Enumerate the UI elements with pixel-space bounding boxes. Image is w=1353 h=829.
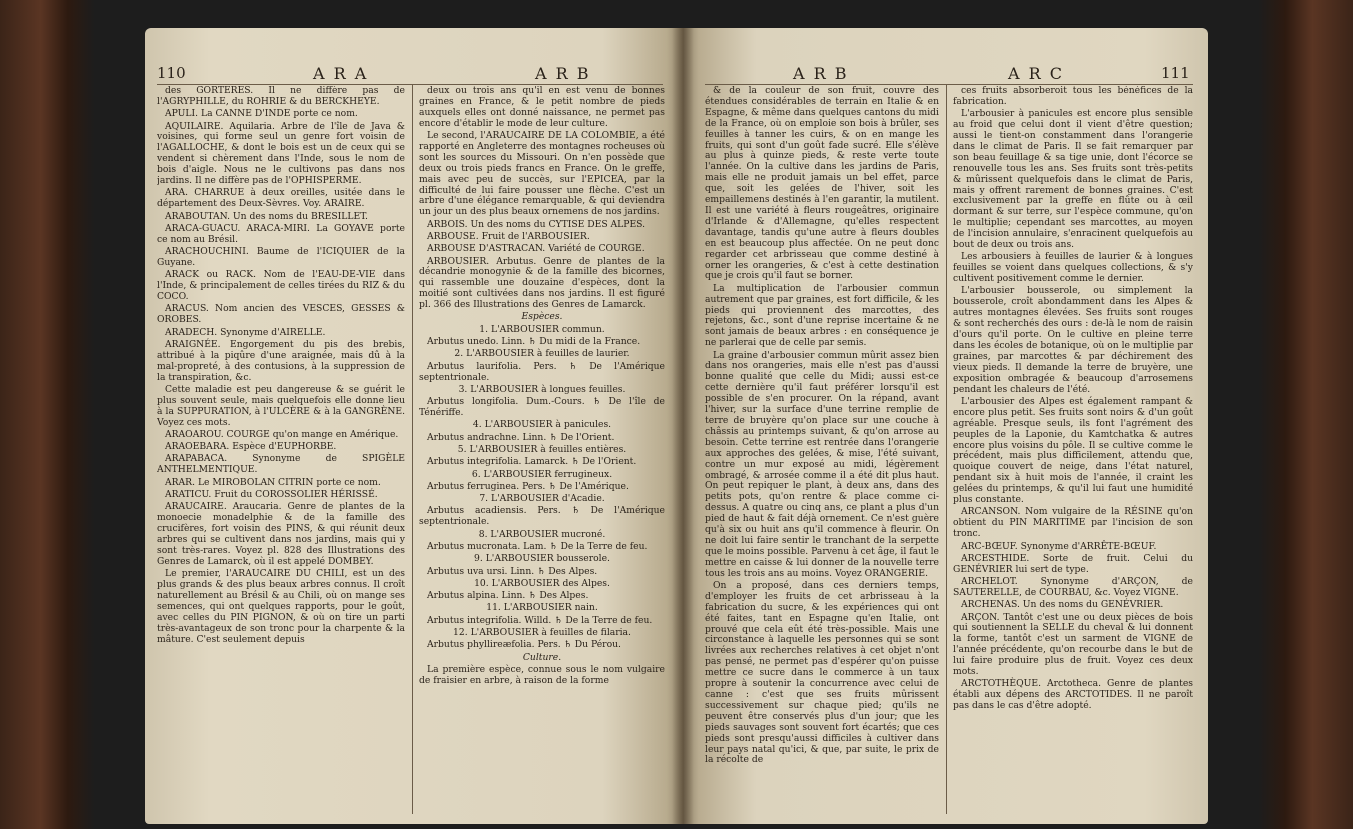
entry-paragraph: 1. L'ARBOUSIER commun. bbox=[479, 323, 605, 335]
entry-paragraph: ARA. CHARRUE à deux oreilles, usitée dans le département des Deux-Sèvres. Voy. ARAIRE. bbox=[157, 187, 405, 210]
entry-paragraph: Arbutus phyllireæfolia. Pers. ♄ Du Pérou. bbox=[427, 639, 621, 651]
entry-paragraph: 4. L'ARBOUSIER à panicules. bbox=[472, 419, 612, 431]
entry-paragraph: 8. L'ARBOUSIER mucroné. bbox=[478, 528, 606, 540]
entry-paragraph: ARÇON. Tantôt c'est une ou deux pièces de bois qui soutiennent la SELLE du cheval & lui donnent la forme, tantôt c'est un sarment de VIGNE de l'année précédente, qu'on recourbe dans le but de lui faire produire plus de fruit. Voyez ces deux mots. bbox=[953, 611, 1193, 678]
entry-paragraph: ARCTOTHÈQUE. Arctotheca. Genre de plantes établi aux dépens des ARCTOTIDES. Il ne paroît pas dans le cas d'être adopté. bbox=[953, 678, 1193, 712]
entry-paragraph: L'arbousier bousserole, ou simplement la bousserole, croît abondamment dans les Alpes & autres montagnes élevées. Ses fruits sont rouges & sont recherchés des ours : de-là le nom de raisin d'ours qu'il porte. On le cultive en pleine terre dans les écoles de botanique, où on le multiplie par graines, par marcottes & par déchirement des vieux pieds. Il demande la terre de bruyère, une exposition ombragée & beaucoup d'arrosemens pendant les chaleurs de l'été. bbox=[953, 285, 1193, 395]
left-header-rule bbox=[157, 84, 663, 85]
entry-paragraph: ARC-BŒUF. Synonyme d'ARRÊTE-BŒUF. bbox=[961, 540, 1157, 552]
entry-paragraph: Espèces. bbox=[521, 311, 563, 323]
entry-paragraph: Arbutus alpina. Linn. ♄ Des Alpes. bbox=[427, 590, 589, 602]
entry-paragraph: 2. L'ARBOUSIER à feuilles de laurier. bbox=[454, 348, 630, 360]
entry-paragraph: 7. L'ARBOUSIER d'Acadie. bbox=[479, 493, 605, 505]
left-column-rule bbox=[412, 84, 413, 814]
entry-paragraph: ARABOUTAN. Un des noms du BRESILLET. bbox=[165, 210, 368, 222]
entry-paragraph: 11. L'ARBOUSIER nain. bbox=[486, 602, 598, 614]
entry-paragraph: Arbutus acadiensis. Pers. ♄ De l'Amérique septentrionale. bbox=[419, 505, 665, 528]
entry-paragraph: La graine d'arbousier commun mûrit assez bien dans nos orangeries, mais elle n'est pas d'aussi bonne qualité que celle du Midi; aussi est-ce cette dernière qu'il faut préférer lorsqu'il est possible de s'en procurer. On la répand, avant l'hiver, sur la surface d'une terrine remplie de terre de bruyère qu'on place sur une couche à châssis au printemps suivant, & qu'on arrose au besoin. Cette terrine est rentrée dans l'orangerie aux approches des gelées, & mise, l'été suivant, contre un mur exposé au midi, légèrement ombragé, & arrosée comme il a été dit plus haut. On peut repiquer le plant, à deux ans, dans des petits pots, qu'on rentre & place comme ci-dessus. A quatre ou cinq ans, ce plant a plus d'un pied de haut & fait déjà ornement. Ce n'est guère qu'à six ou huit ans qu'il commence à fleurir. On ne doit lui faire sentir le tranchant de la serpette que le moins possible. Parvenu à cet âge, il faut le mettre en caisse & lui donner de la nouvelle terre tous les trois ans au moins. Voyez ORANGERIE. bbox=[705, 349, 939, 579]
entry-paragraph: Arbutus ferruginea. Pers. ♄ De l'Amérique. bbox=[427, 480, 629, 492]
entry-paragraph: ARAIGNÉE. Engorgement du pis des brebis, attribué à la piqûre d'une araignée, mais dû à la mal-propreté, à des contusions, à la suppression de la transpiration, &c. bbox=[157, 338, 405, 383]
entry-paragraph: 12. L'ARBOUSIER à feuilles de filaria. bbox=[453, 627, 631, 639]
entry-paragraph: ARATICU. Fruit du COROSSOLIER HÉRISSÉ. bbox=[165, 488, 378, 500]
entry-paragraph: Arbutus longifolia. Dum.-Cours. ♄ De l'île de Ténériffe. bbox=[419, 396, 665, 419]
entry-paragraph: ARBOIS. Un des noms du CYTISE DES ALPES. bbox=[427, 218, 646, 230]
entry-paragraph: ARAUCAIRE. Araucaria. Genre de plantes de la monoecie monadelphie & de la famille des crucifères, fort voisin des PINS, & qui réunit deux arbres qui se cultivent dans nos jardins, mais qui y sont très-rares. Voyez pl. 828 des Illustrations des Genres de Lamarck, où il est appelé DOMBEY. bbox=[157, 501, 405, 567]
right-page bbox=[683, 28, 1208, 824]
entry-paragraph: ARCESTHIDE. Sorte de fruit. Celui du GENÉVRIER lui sert de type. bbox=[953, 552, 1193, 575]
entry-paragraph: ARCHELOT. Synonyme d'ARÇON, de SAUTERELLE, de COURBAU, &c. Voyez VIGNE. bbox=[953, 576, 1193, 598]
entry-paragraph: ces fruits absorberoit tous les bénéfices de la fabrication. bbox=[953, 86, 1193, 107]
entry-paragraph: 6. L'ARBOUSIER ferrugineux. bbox=[471, 468, 613, 480]
left-page-number: 110 bbox=[157, 64, 186, 82]
entry-paragraph: & de la couleur de son fruit, couvre des étendues considérables de terrain en Italie & en Espagne, & même dans quelques cantons du midi de la France, où on emploie son bois à brûler, ses feuilles à tanner les cuirs, & on en mange les fruits, qui sont d'un goût fade sucré. Elle s'élève au plus à quinze pieds, & reste verte toute l'année. On la cultive dans les jardins de Paris, mais elle ne produit jamais un bel effet, parce que, soit les gelées de l'hiver, soit les empaillemens destinés à l'en garantir, la mutilent. Il est une variété à fleurs rougeâtres, originaire d'Irlande & d'Allemagne, qu'elles respectent davantage, tandis qu'une autre à fleurs doubles en est beaucoup plus affectée. On ne peut donc regarder cet arbrisseau que comme destiné à orner les orangeries, & c'est à cette destination que je crois qu'il faut se borner. bbox=[705, 86, 939, 282]
entry-paragraph: ARAOEBARA. Espèce d'EUPHORBE. bbox=[165, 441, 337, 453]
book-gutter bbox=[672, 28, 694, 824]
entry-paragraph: 9. L'ARBOUSIER bousserole. bbox=[474, 553, 610, 565]
entry-paragraph: ARBOUSE D'ASTRACAN. Variété de COURGE. bbox=[427, 243, 645, 255]
entry-paragraph: L'arbousier des Alpes est également rampant & encore plus petit. Ses fruits sont noirs & d'un goût agréable. Presque seuls, ils font l'agrément des peuples de la Laponie, du Kamtchatka & autres encore plus voisins du pôle. Il se cultive comme le précédent, mais plus difficilement, attendu que, quoique couvert de neige, dans l'état naturel, pendant six à huit mois de l'année, il craint les gelées du printemps, & qu'il lui faut une humidité plus constante. bbox=[953, 395, 1193, 506]
entry-paragraph: ARADECH. Synonyme d'AIRELLE. bbox=[165, 326, 326, 338]
entry-paragraph: 3. L'ARBOUSIER à longues feuilles. bbox=[458, 383, 626, 395]
right-header-rule bbox=[705, 84, 1193, 85]
entry-paragraph: ARACHOUCHINI. Baume de l'ICIQUIER de la Guyane. bbox=[157, 246, 405, 268]
entry-paragraph: La première espèce, connue sous le nom vulgaire de fraisier en arbre, à raison de la forme bbox=[419, 663, 665, 686]
entry-paragraph: Arbutus uva ursi. Linn. ♄ Des Alpes. bbox=[427, 565, 598, 577]
entry-paragraph: 10. L'ARBOUSIER des Alpes. bbox=[474, 577, 610, 589]
right-column-rule bbox=[946, 84, 947, 814]
right-page-header bbox=[683, 64, 1208, 84]
left-headword-2: A R B bbox=[535, 64, 591, 83]
entry-paragraph: Arbutus unedo. Linn. ♄ Du midi de la France. bbox=[427, 336, 641, 348]
entry-paragraph: ARBOUSIER. Arbutus. Genre de plantes de la décandrie monogynie & de la famille des bicornes, qui rassemble une douzaine d'espèces, dont la moitié sont cultivées dans nos jardins. Il est figuré pl. 366 des Illustrations des Genres de Lamarck. bbox=[419, 255, 665, 311]
entry-paragraph: Arbutus laurifolia. Pers. ♄ De l'Amérique septentrionale. bbox=[419, 360, 665, 383]
entry-paragraph: 5. L'ARBOUSIER à feuilles entières. bbox=[457, 443, 627, 455]
entry-paragraph: Le second, l'ARAUCAIRE DE LA COLOMBIE, a été rapporté en Angleterre des montagnes rocheuses où sont les sources du Missouri. On n'en possède que deux ou trois pieds francs en France. On le greffe, mais avec peu de succès, sur l'EPICEA, par la difficulté de lui faire pousser une flèche. C'est un arbre d'une élégance remarquable, & qui deviendra un jour un des plus beaux ornemens de nos jardins. bbox=[419, 130, 665, 218]
entry-paragraph: ARBOUSE. Fruit de l'ARBOUSIER. bbox=[427, 230, 590, 242]
entry-paragraph: AQUILAIRE. Aquilaria. Arbre de l'île de Java & voisines, qui forme seul un genre fort voisin de l'AGALLOCHE, & dont le bois est un de ceux qui se vendent si chèrement dans l'Inde, sous le nom de bois d'aigle. Nous ne le cultivons pas dans nos jardins. Il ne diffère pas de l'OPHISPERME. bbox=[157, 120, 405, 187]
left-page bbox=[145, 28, 683, 824]
right-headword-2: A R C bbox=[1008, 64, 1065, 83]
right-page-number: 111 bbox=[1161, 64, 1190, 82]
entry-paragraph: L'arbousier à panicules est encore plus sensible au froid que celui dont il vient d'être question; aussi le tient-on constamment dans l'orangerie dans le climat de Paris. Il se fait remarquer par son beau feuillage & sa tige unie, dont l'écorce se renouvelle tous les ans. Ses fruits sont très-petits & mûrissent quelquefois dans le climat de Paris, mais y offrent rarement de bonnes graines. C'est exclusivement par la greffe en flûte ou à œil dormant & sur terre, sur l'espèce commune, qu'on le multiplie; cependant ses marcottes, au moyen de l'incision annulaire, s'enracinent quelquefois au bout de deux ou trois ans. bbox=[953, 108, 1193, 251]
left-headword-1: A R A bbox=[313, 64, 369, 83]
entry-paragraph: ARCHENAS. Un des noms du GENÉVRIER. bbox=[961, 599, 1164, 611]
entry-paragraph: ARAR. Le MIROBOLAN CITRIN porte ce nom. bbox=[165, 476, 381, 488]
entry-paragraph: ARACA-GUACU. ARACA-MIRI. La GOYAVE porte ce nom au Brésil. bbox=[157, 222, 405, 245]
entry-paragraph: Arbutus integrifolia. Willd. ♄ De la Terre de feu. bbox=[427, 614, 653, 626]
left-column-1 bbox=[157, 86, 405, 816]
entry-paragraph: ARCANSON. Nom vulgaire de la RÉSINE qu'on obtient du PIN MARITIME par l'incision de son tronc. bbox=[953, 506, 1193, 540]
right-headword-1: A R B bbox=[793, 64, 849, 83]
entry-paragraph: ARACK ou RACK. Nom de l'EAU-DE-VIE dans l'Inde, & principalement de celles tirées du RIZ & du COCO. bbox=[157, 269, 405, 303]
entry-paragraph: Arbutus integrifolia. Lamarck. ♄ De l'Orient. bbox=[427, 456, 637, 468]
left-column-2 bbox=[419, 86, 665, 816]
entry-paragraph: APULI. La CANNE D'INDE porte ce nom. bbox=[165, 108, 358, 120]
left-page-header bbox=[145, 64, 683, 84]
right-column-2 bbox=[953, 86, 1193, 816]
right-column-1 bbox=[705, 86, 939, 816]
entry-paragraph: des GORTÈRES. Il ne diffère pas de l'AGRYPHILLE, du ROHRIE & du BERCKHEYE. bbox=[157, 86, 405, 107]
entry-paragraph: ARAOAROU. COURGE qu'on mange en Amérique. bbox=[165, 428, 399, 440]
entry-paragraph: Culture. bbox=[522, 651, 562, 663]
entry-paragraph: ARACUS. Nom ancien des VESCES, GESSES & OROBES. bbox=[157, 303, 405, 326]
entry-paragraph: Arbutus mucronata. Lam. ♄ De la Terre de feu. bbox=[427, 540, 648, 552]
entry-paragraph: Le premier, l'ARAUCAIRE DU CHILI, est un des plus grands & des plus beaux arbres connus. Il croît naturellement au Brésil & au Chili, où on mange ses semences, qui ont quelques rapports, pour le goût, avec celles du PIN PIGNON, & où on tire un parti très-avantageux de son tronc pour la charpente & la mâture. C'est seulement depuis bbox=[157, 568, 405, 645]
entry-paragraph: ARAPABACA. Synonyme de SPIGÈLE ANTHELMENTIQUE. bbox=[157, 453, 405, 476]
entry-paragraph: Arbutus andrachne. Linn. ♄ De l'Orient. bbox=[427, 431, 615, 443]
entry-paragraph: Cette maladie est peu dangereuse & se guérit le plus souvent seule, mais quelquefois elle donne lieu à la SUPPURATION, à l'ULCÈRE & à la GANGRÈNE. Voyez ces mots. bbox=[157, 383, 405, 428]
entry-paragraph: deux ou trois ans qu'il en est venu de bonnes graines en France, & le petit nombre de pieds auxquels elles ont donné naissance, ne permet pas encore d'établir le mode de leur culture. bbox=[419, 86, 665, 129]
entry-paragraph: La multiplication de l'arbousier commun autrement que par graines, est fort difficile, & les pieds qui proviennent des marcottes, des rejetons, &c., sont d'une reprise incertaine & ne sont jamais de beaux arbres : en conséquence je ne parlerai que de celle par semis. bbox=[705, 282, 939, 349]
entry-paragraph: On a proposé, dans ces derniers temps, d'employer les fruits de cet arbrisseau à la fabrication du sucre, & les expériences qui ont été faites, tant en Espagne qu'en Italie, ont prouvé que cela eût été très-possible. Mais une circonstance à laquelle les personnes qui se sont livrées aux recherches relatives à cet objet n'ont pas pensé, ne permet pas d'espérer qu'on puisse mettre ce sucre dans le commerce à un taux propre à soutenir la concurrence avec celui de canne : c'est que ses fruits mûrissent successivement sur chaque pied; qu'ils ne peuvent être conservés plus d'un jour; que les pieds sauvages sont souvent fort écartés; que ces pieds sont presqu'aussi difficiles à cultiver dans leur pays natal qu'ici, & que, par suite, le prix de la récolte de bbox=[705, 579, 939, 766]
entry-paragraph: Les arbousiers à feuilles de laurier & à longues feuilles se voient dans quelques collections, & s'y cultivent positivement comme le dernier. bbox=[953, 251, 1193, 285]
